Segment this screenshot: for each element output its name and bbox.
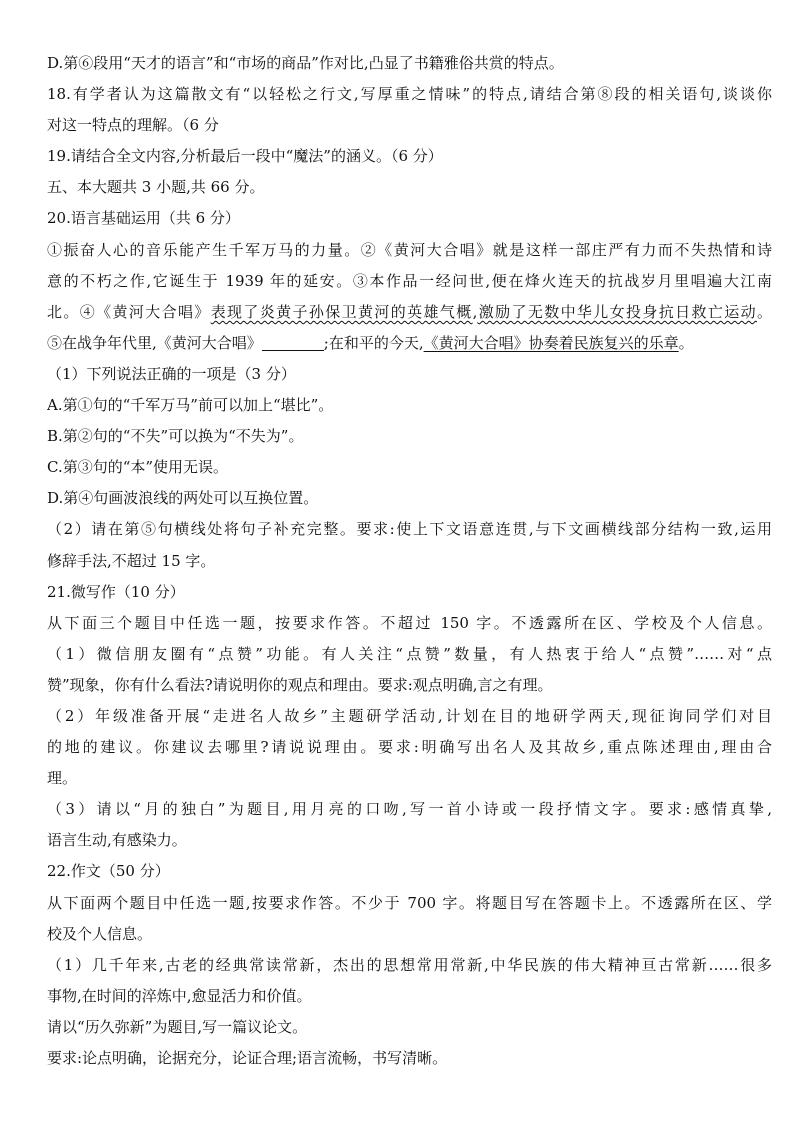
- q22-requirements: 要求:论点明确，论据充分，论证合理;语言流畅，书写清晰。: [47, 1049, 448, 1067]
- q21-topic-1: （1）微信朋友圈有“点赞”功能。有人关注“点赞”数量，有人热衷于给人“点赞”……对“点: [47, 644, 772, 663]
- q20-passage-line-3: [47, 297, 772, 328]
- q20-option-b: B.第②句的“不失”可以换为“不失为”。: [47, 427, 304, 446]
- wavy-underlined-phrase-1: 表现了炎黄子孙保卫黄河的英雄气概: [210, 302, 473, 321]
- q22-topic-1-cont: 事物,在时间的淬炼中,愈显活力和价值。: [47, 986, 312, 1005]
- passage-text: 。: [678, 333, 694, 352]
- q20-passage-line-2: 意的不朽之作,它诞生于 1939 年的延安。③本作品一经问世,便在烽火连天的抗战岁月里唱遍大江南: [47, 271, 772, 290]
- q22-topic-1-task: 请以“历久弥新”为题目,写一篇议论文。: [47, 1017, 308, 1036]
- q20-part1-prompt: （1）下列说法正确的一项是（3 分）: [47, 364, 296, 383]
- q20-part2-prompt-cont: 修辞手法,不超过 15 字。: [47, 551, 216, 570]
- q21-topic-2-cont-2: 理。: [47, 769, 78, 788]
- q19-text: 19.请结合全文内容,分析最后一段中“魔法”的涵义。（6 分）: [47, 147, 443, 166]
- section-five-heading: 五、本大题共 3 小题,共 66 分。: [47, 178, 265, 197]
- q18-text-cont: 对这一特点的理解。（6 分: [47, 116, 219, 135]
- passage-text: ;在和平的今天,: [323, 333, 424, 352]
- exam-page: [47, 48, 772, 1074]
- q20-part2-prompt: （2）请在第⑤句横线处将句子补充完整。要求:使上下文语意连贯,与下文画横线部分结构一致,运用: [47, 520, 772, 539]
- q21-instructions: 从下面三个题目中任选一题，按要求作答。不超过 150 字。不透露所在区、学校及个人信息。: [47, 613, 772, 632]
- q20-option-c: C.第③句的“本”使用无误。: [47, 458, 229, 477]
- q21-topic-1-cont: 赞”现象，你有什么看法?请说明你的观点和理由。要求:观点明确,言之有理。: [47, 675, 553, 694]
- q17-option-d: D.第⑥段用“天才的语言”和“市场的商品”作对比,凸显了书籍雅俗共赏的特点。: [47, 54, 564, 72]
- passage-text: 北。④《黄河大合唱》: [47, 302, 211, 321]
- q18-text: 18.有学者认为这篇散文有“以轻松之行文,写厚重之情味”的特点,请结合第⑧段的相关语句,谈谈你: [47, 85, 772, 104]
- passage-text: 。: [756, 302, 772, 321]
- q20-heading: 20.语言基础运用（共 6 分）: [47, 209, 240, 228]
- q22-topic-1: （1）几千年来,古老的经典常读常新，杰出的思想常用常新,中华民族的伟大精神亘古常新……很多: [47, 955, 772, 974]
- q20-option-a: A.第①句的“千军万马”前可以加上“堪比”。: [47, 396, 334, 415]
- passage-text: ⑤在战争年代里,《黄河大合唱》: [47, 333, 262, 352]
- wavy-underlined-phrase-2: 激励了无数中华儿女投身抗日救亡运动: [477, 302, 757, 321]
- q21-topic-3: （3）请以“月的独白”为题目,用月亮的口吻,写一首小诗或一段抒情文字。要求:感情真挚,: [47, 800, 772, 819]
- q22-instructions-cont: 校及个人信息。: [47, 924, 153, 943]
- q22-heading: 22.作文（50 分）: [47, 862, 170, 881]
- q21-heading: 21.微写作（10 分）: [47, 582, 185, 601]
- q20-passage-line-1: ①振奋人心的音乐能产生千军万马的力量。②《黄河大合唱》就是这样一部庄严有力而不失热情和诗: [47, 240, 772, 259]
- q22-instructions: 从下面两个题目中任选一题,按要求作答。不少于 700 字。将题目写在答题卡上。不透露所在区、学: [47, 893, 772, 912]
- q21-topic-2: （2）年级准备开展“走进名人故乡”主题研学活动,计划在目的地研学两天,现征询同学们对目: [47, 706, 772, 725]
- fill-in-blank: [262, 336, 324, 351]
- passage-text: ,: [472, 302, 478, 321]
- q21-topic-2-cont: 的地的建议。你建议去哪里?请说说理由。要求:明确写出名人及其故乡,重点陈述理由,理由合: [47, 738, 772, 757]
- underlined-phrase: 《黄河大合唱》协奏着民族复兴的乐章: [423, 333, 679, 352]
- q21-topic-3-cont: 语言生动,有感染力。: [47, 831, 187, 850]
- q20-passage-line-4: [47, 328, 772, 359]
- q20-option-d: D.第④句画波浪线的两处可以互换位置。: [47, 489, 319, 508]
